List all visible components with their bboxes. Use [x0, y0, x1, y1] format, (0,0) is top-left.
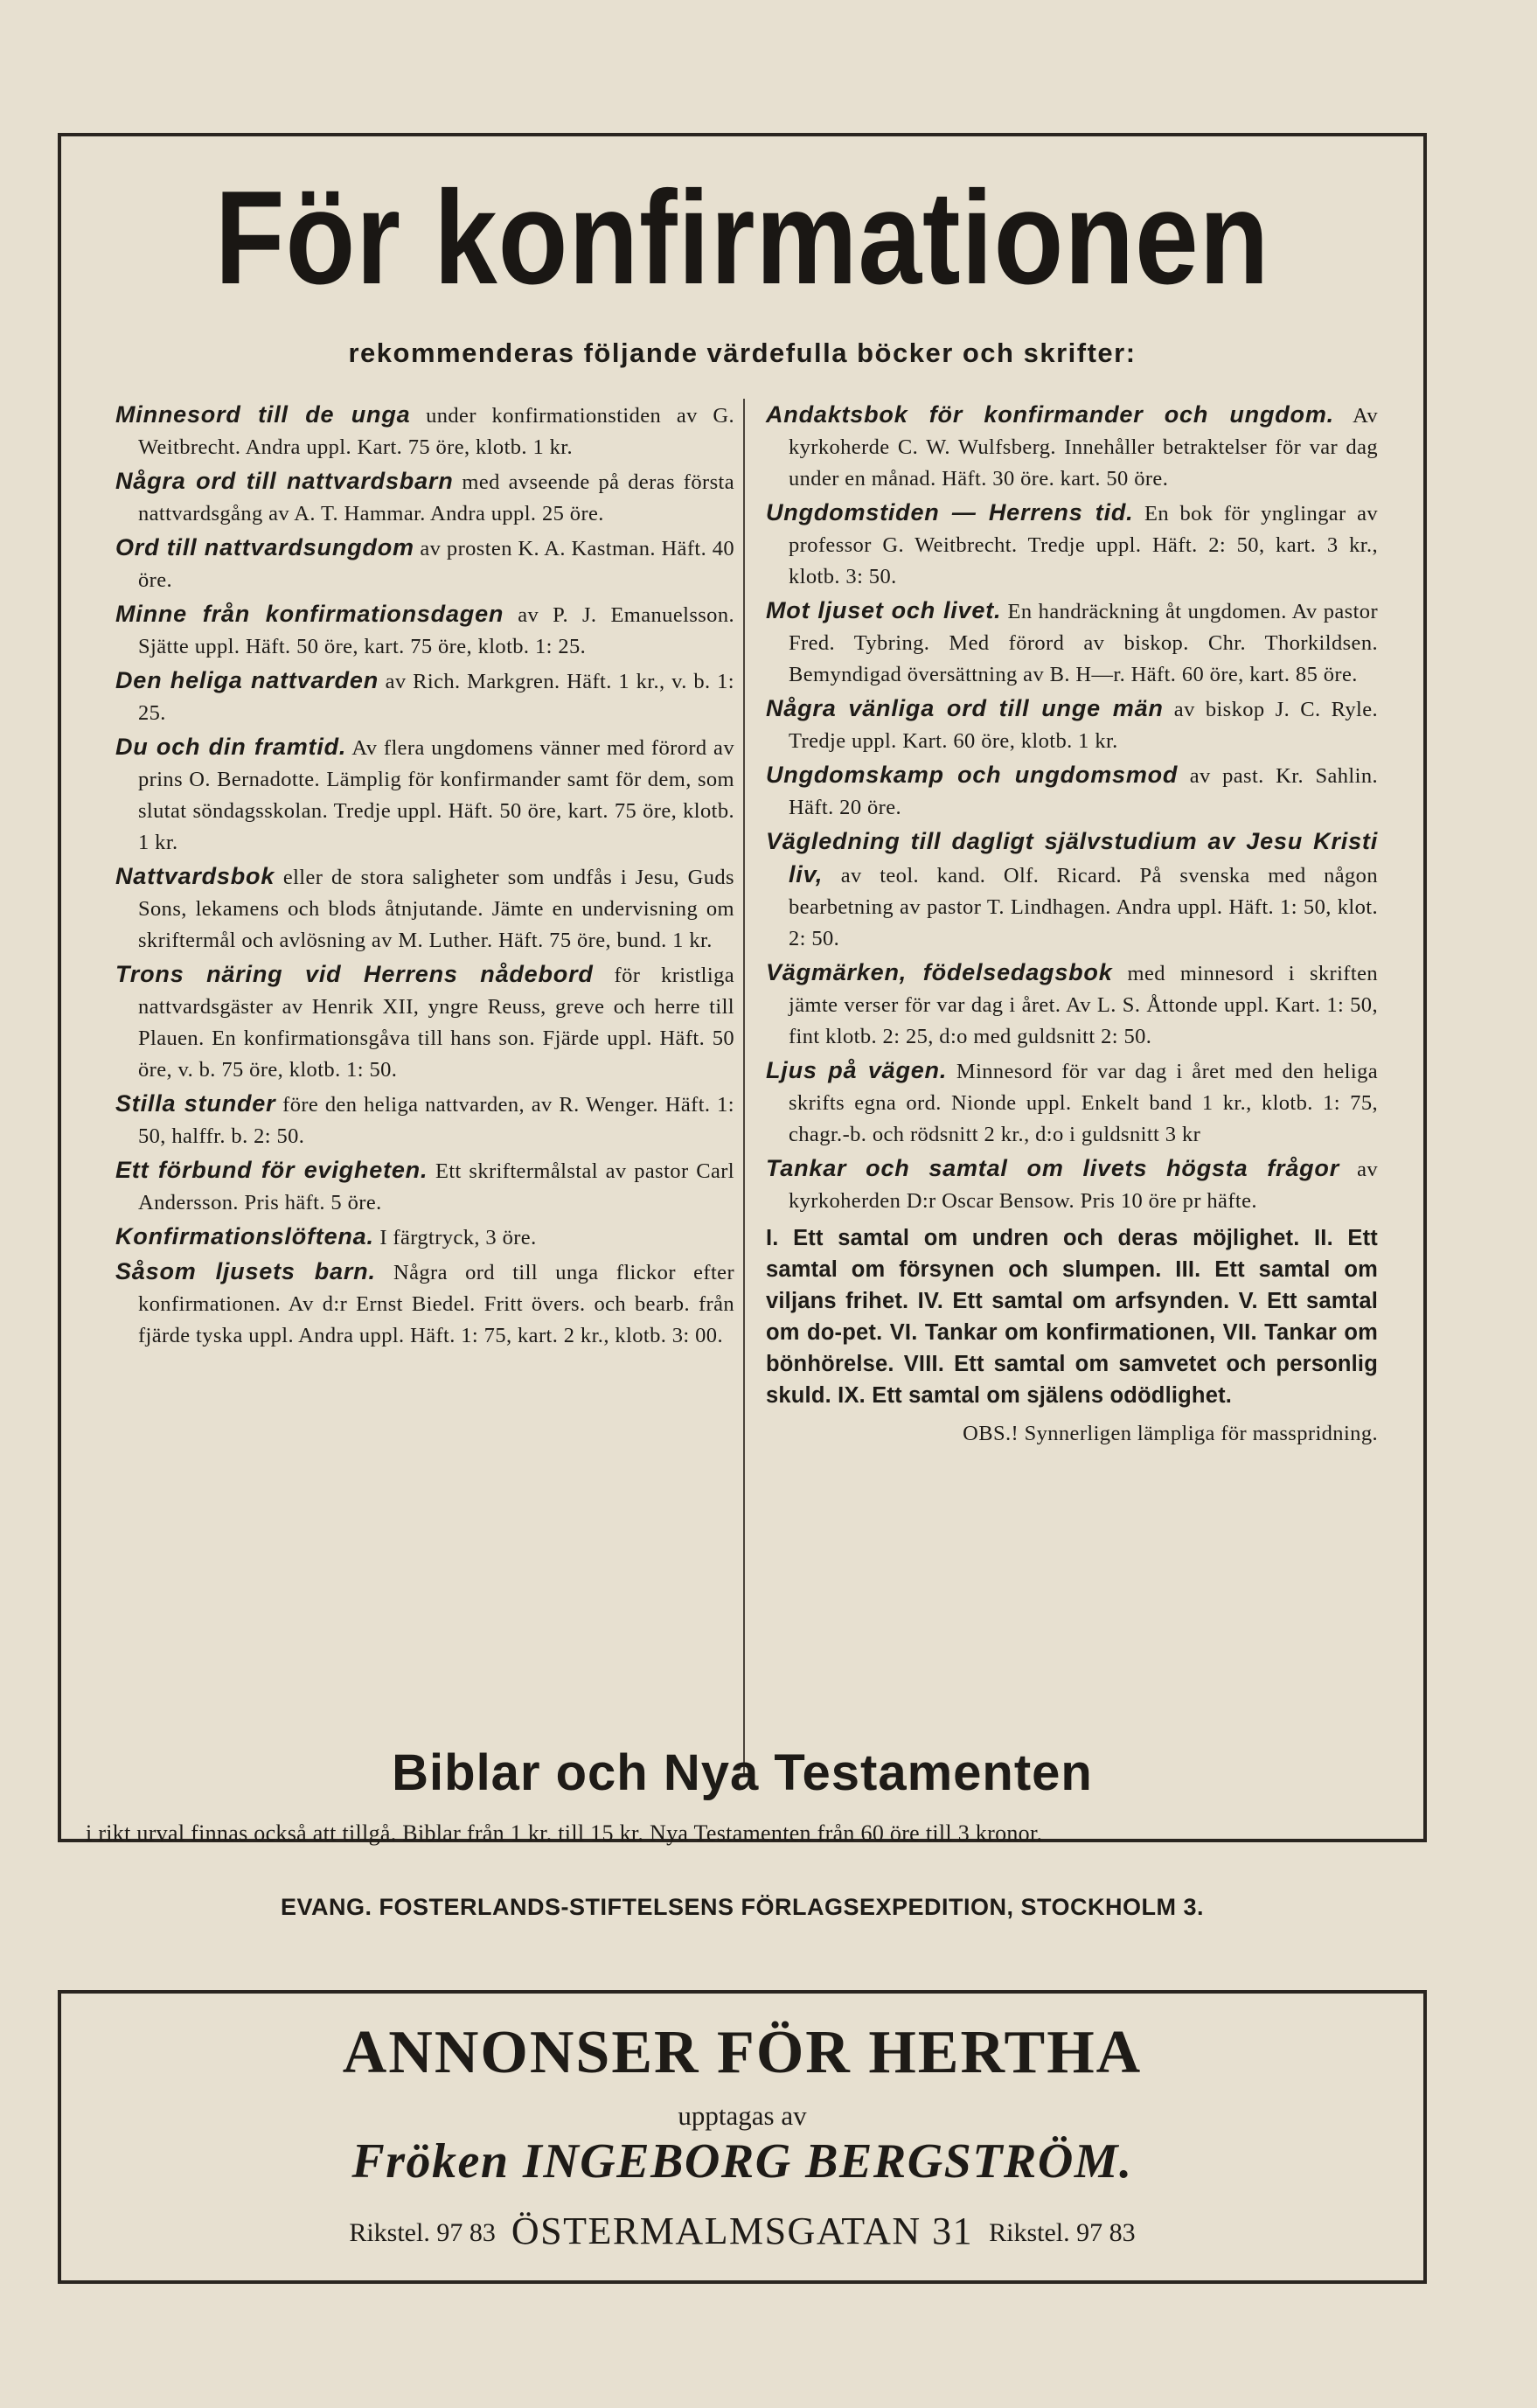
publisher-line: EVANG. FOSTERLANDS-STIFTELSENS FÖRLAGSEXPEDITION, STOCKHOLM 3.	[280, 1894, 1205, 1920]
book-entry	[766, 957, 1378, 1053]
book-title: Ord till nattvardsungdom	[115, 534, 414, 560]
book-description: för kristliga nattvardsgäster av Henrik XII, yngre Reuss, greve och herre till Plauen. En konfirmationsgåva till hans son. Fjärde uppl. Häft. 50 öre, v. b. 75 öre, klotb. 1: 50.	[138, 964, 734, 1082]
annons-title: ANNONSER FÖR HERTHA	[342, 2019, 1143, 2086]
left-book-column	[115, 399, 734, 1354]
book-entry	[115, 399, 734, 463]
book-entry	[766, 692, 1378, 757]
book-entry	[115, 598, 734, 663]
book-title: Konfirmationslöftena.	[115, 1223, 374, 1249]
book-entry	[115, 860, 734, 957]
book-entry	[115, 1221, 734, 1254]
phone-left: Rikstel. 97 83	[349, 2218, 496, 2247]
book-description: Ett skriftermålstal av pastor Carl Andersson. Pris häft. 5 öre.	[138, 1159, 734, 1214]
book-entry	[115, 465, 734, 530]
book-description: eller de stora saligheter som undfås i Jesu, Guds Sons, lekamens och blods åtnjutande. Jämte en undervisning om skriftermål och avlösning av M. Luther. Häft. 75 öre, bund. 1 kr.	[138, 866, 734, 952]
book-entry	[766, 497, 1378, 593]
book-entry	[115, 665, 734, 729]
book-description: med minnesord i skriften jämte verser för var dag i året. Av L. S. Åttonde uppl. Kart. 1: 50, fint klotb. 2: 25, d:o med guldsnitt 2: 50.	[789, 962, 1378, 1048]
book-title: Tankar och samtal om livets högsta frågor	[766, 1155, 1340, 1181]
book-title: Några ord till nattvardsbarn	[115, 468, 454, 494]
book-entry	[115, 1154, 734, 1219]
book-entry	[766, 595, 1378, 691]
book-title: Trons näring vid Herrens nådebord	[115, 961, 594, 987]
annons-contact-line	[61, 2209, 1423, 2253]
book-description: av prosten K. A. Kastman. Häft. 40 öre.	[138, 537, 734, 592]
book-entry	[766, 399, 1378, 495]
book-entry	[115, 532, 734, 596]
book-title: Minnesord till de unga	[115, 401, 411, 428]
book-title: Stilla stunder	[115, 1090, 276, 1117]
book-title: Ljus på vägen.	[766, 1057, 948, 1083]
book-description: före den heliga nattvarden, av R. Wenger. Häft. 1: 50, halffr. b. 2: 50.	[138, 1093, 734, 1148]
book-title: Ungdomstiden — Herrens tid.	[766, 499, 1134, 525]
book-title: Några vänliga ord till unge män	[766, 695, 1164, 721]
book-description: av Rich. Markgren. Häft. 1 kr., v. b. 1: 25.	[138, 670, 734, 725]
annons-subtitle: upptagas av	[678, 2100, 807, 2131]
book-description: av biskop J. C. Ryle. Tredje uppl. Kart. 60 öre, klotb. 1 kr.	[789, 698, 1378, 753]
book-title: Ungdomskamp och ungdomsmod	[766, 762, 1179, 788]
ad-title: För konfirmationen	[214, 164, 1270, 312]
book-description: av past. Kr. Sahlin. Häft. 20 öre.	[789, 764, 1378, 819]
obs-note: OBS.! Synnerligen lämpliga för masspridning.	[963, 1422, 1378, 1445]
annons-contact-name: Fröken INGEBORG BERGSTRÖM.	[351, 2134, 1133, 2189]
book-title: Vägledning till dagligt självstudium av Jesu Kristi liv,	[766, 828, 1378, 887]
book-description: En bok för ynglingar av professor G. Weitbrecht. Tredje uppl. Häft. 2: 50, kart. 3 kr., klotb. 3: 50.	[789, 502, 1378, 588]
book-entry	[766, 759, 1378, 824]
book-description: av kyrkoherden D:r Oscar Bensow. Pris 10 öre pr häfte.	[789, 1158, 1378, 1213]
book-title: Vägmärken, födelsedagsbok	[766, 959, 1113, 985]
book-description: av P. J. Emanuelsson. Sjätte uppl. Häft. 50 öre, kart. 75 öre, klotb. 1: 25.	[138, 603, 735, 658]
book-title: Minne från konfirmationsdagen	[115, 601, 504, 627]
hertha-advertisement-box	[58, 1990, 1427, 2284]
bible-text: i rikt urval finnas också att tillgå. Biblar från 1 kr. till 15 kr. Nya Testamenten från 60 öre till 3 kronor.	[86, 1820, 1043, 1846]
book-title: Andaktsbok för konfirmander och ungdom.	[766, 401, 1334, 428]
samtal-list: I. Ett samtal om undren och deras möjlighet. II. Ett samtal om försynen och slumpen. III. Ett samtal om viljans frihet. IV. Ett samtal om arfsynden. V. Ett samtal om do-pet. VI. Tankar om konfirmationen, VII. Tankar om bönhörelse. VIII. Ett samtal om samvetet och personlig skuld. IX. Ett samtal om själens odödlighet.	[766, 1226, 1378, 1408]
book-description: Av kyrkoherde C. W. Wulfsberg. Innehåller betraktelser för var dag under en månad. Häft. 30 öre. kart. 50 öre.	[789, 404, 1378, 491]
column-divider	[743, 399, 745, 1776]
book-description: med avseende på deras första nattvardsgång av A. T. Hammar. Andra uppl. 25 öre.	[138, 470, 734, 525]
book-description: Några ord till unga flickor efter konfirmationen. Av d:r Ernst Biedel. Fritt övers. och bearb. från fjärde tyska uppl. Andra uppl. Häft. 1: 75, kart. 2 kr., klotb. 3: 00.	[138, 1261, 734, 1347]
book-title: Du och din framtid.	[115, 734, 347, 760]
book-description: En handräckning åt ungdomen. Av pastor Fred. Tybring. Med förord av biskop. Chr. Thorkildsen. Bemyndigad översättning av B. H—r. Häft. 60 öre, kart. 85 öre.	[789, 600, 1379, 686]
book-entry	[115, 1088, 734, 1152]
book-description: av teol. kand. Olf. Ricard. På svenska med någon bearbetning av pastor T. Lindhagen. Andra uppl. Häft. 1: 50, klot. 2: 50.	[789, 864, 1378, 950]
book-description: I färgtryck, 3 öre.	[373, 1226, 537, 1249]
bible-heading: Biblar och Nya Testamenten	[392, 1744, 1093, 1801]
confirmation-advertisement	[58, 133, 1427, 1920]
right-book-column	[766, 399, 1378, 1472]
book-description: Minnesord för var dag i året med den heliga skrifts egna ord. Nionde uppl. Enkelt band 1 kr., klotb. 1: 75, chagr.-b. och rödsnitt 2 kr., d:o i guldsnitt 3 kr	[789, 1060, 1379, 1146]
book-description: Av flera ungdomens vänner med förord av prins O. Bernadotte. Lämplig för konfirmander samt för dem, som slutat söndagsskolan. Tredje uppl. Häft. 50 öre, kart. 75 öre, klotb. 1 kr.	[138, 736, 734, 854]
ad-subtitle: rekommenderas följande värdefulla böcker och skrifter:	[348, 338, 1137, 368]
book-description: under konfirmationstiden av G. Weitbrecht. Andra uppl. Kart. 75 öre, klotb. 1 kr.	[138, 404, 734, 459]
book-title: Nattvardsbok	[115, 863, 275, 889]
book-entry	[766, 825, 1378, 955]
phone-right: Rikstel. 97 83	[989, 2218, 1136, 2247]
book-title: Ett förbund för evigheten.	[115, 1157, 428, 1183]
book-entry	[766, 1152, 1378, 1217]
book-title: Den heliga nattvarden	[115, 667, 379, 693]
book-entry	[766, 1054, 1378, 1151]
street-address: ÖSTERMALMSGATAN 31	[511, 2210, 974, 2252]
book-entry	[115, 731, 734, 859]
book-entry	[115, 1256, 734, 1352]
book-entry	[115, 958, 734, 1086]
book-title: Mot ljuset och livet.	[766, 597, 1002, 623]
book-title: Såsom ljusets barn.	[115, 1258, 376, 1284]
